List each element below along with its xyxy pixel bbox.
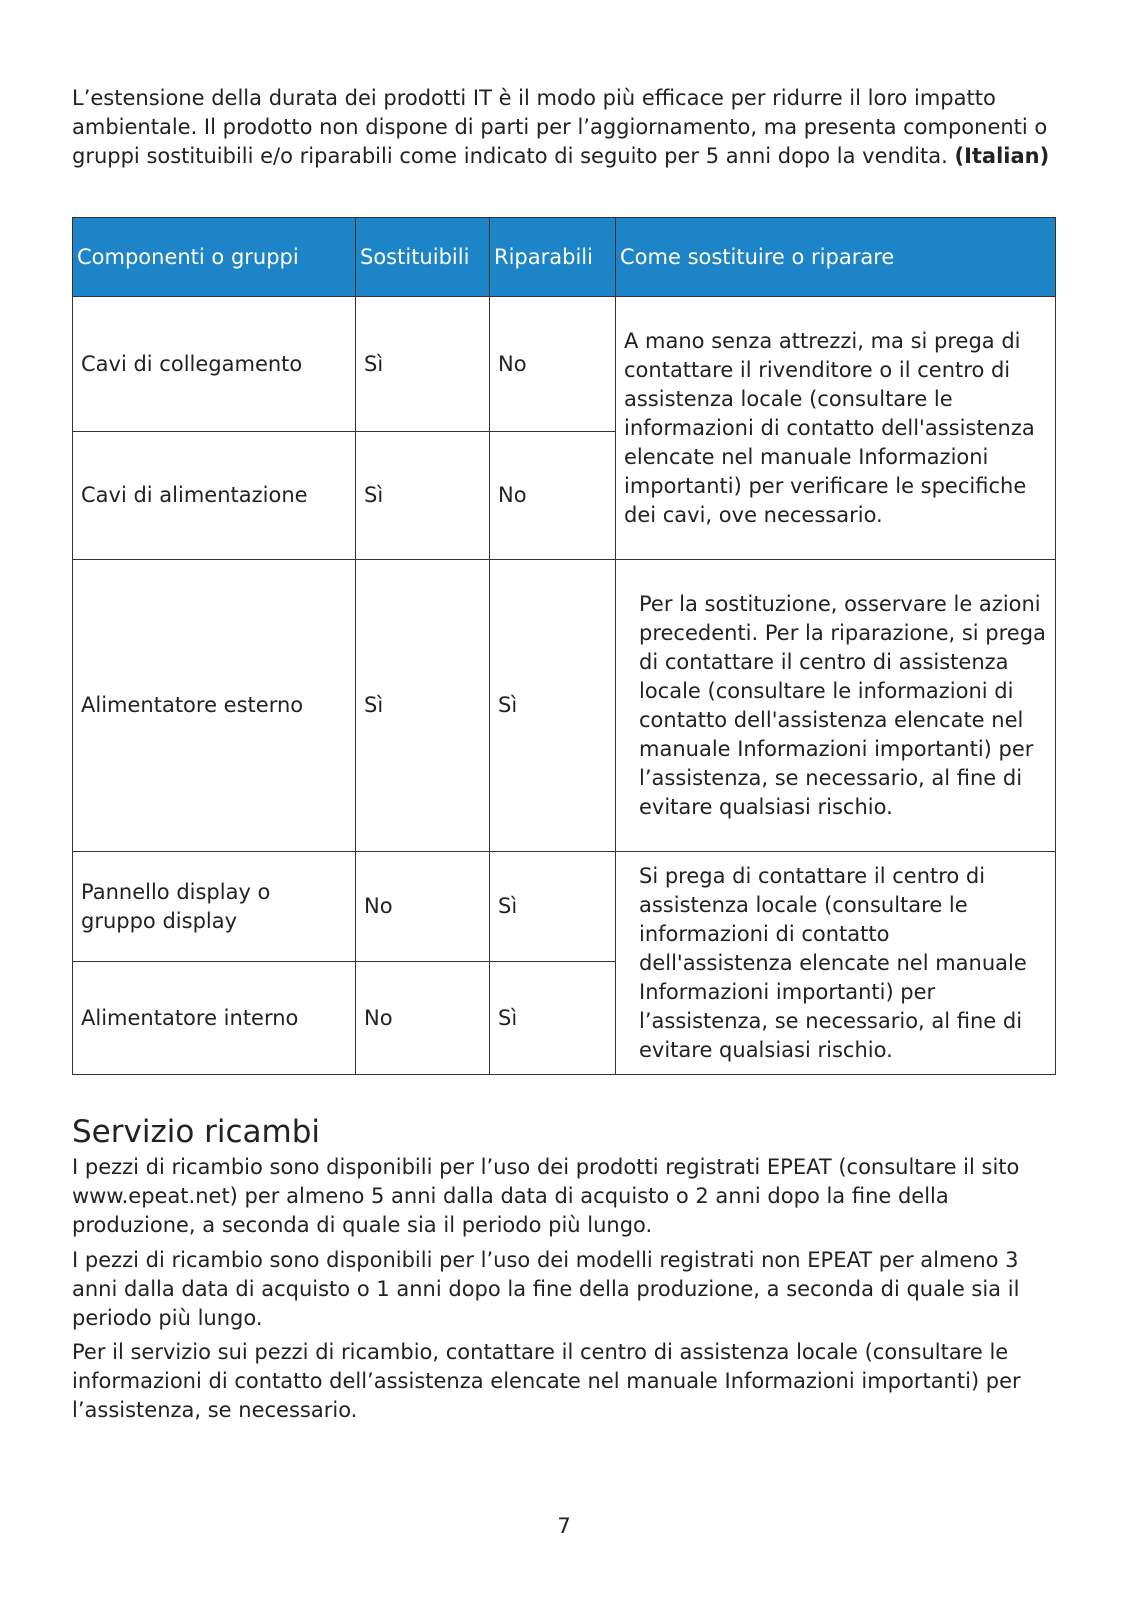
table-header-row xyxy=(73,218,1056,297)
spare-parts-paragraph-3: Per il servizio sui pezzi di ricambio, contattare il centro di assistenza locale (consultare le informazioni di contatto dell’assistenza elencate nel manuale Informazioni importanti) per l’assistenza, se necessario. xyxy=(72,1340,1021,1422)
spare-parts-paragraph-1: I pezzi di ricambio sono disponibili per l’uso dei prodotti registrati EPEAT (consultare il sito www.epeat.net) per almeno 5 anni dalla data di acquisto o 2 anni dopo la fine della produzione, a seconda di quale sia il periodo più lungo. xyxy=(72,1155,1020,1237)
repairable-cell: Sì xyxy=(490,560,616,852)
header-replaceable: Sostituibili xyxy=(356,218,490,297)
section-title: Servizio ricambi xyxy=(72,1114,321,1150)
page-number: 7 xyxy=(557,1514,571,1538)
header-how-to: Come sostituire o riparare xyxy=(616,218,1056,297)
header-components: Componenti o gruppi xyxy=(73,218,356,297)
replaceable-cell: Sì xyxy=(356,432,490,560)
component-cell: Pannello display o gruppo display xyxy=(73,852,356,962)
table-row xyxy=(73,297,1056,432)
method-cell: Si prega di contattare il centro di assistenza locale (consultare le informazioni di contatto dell'assistenza elencate nel manuale Informazioni importanti) per l’assistenza, se necessario, al fine di evitare qualsiasi rischio. xyxy=(616,852,1056,1075)
replaceable-cell: No xyxy=(356,962,490,1075)
replaceable-cell: Sì xyxy=(356,297,490,432)
repairable-cell: Sì xyxy=(490,852,616,962)
table-row xyxy=(73,560,1056,852)
repairable-cell: No xyxy=(490,432,616,560)
table-row xyxy=(73,852,1056,962)
repairable-cell: Sì xyxy=(490,962,616,1075)
repairable-cell: No xyxy=(490,297,616,432)
component-cell: Alimentatore esterno xyxy=(73,560,356,852)
method-cell: A mano senza attrezzi, ma si prega di contattare il rivenditore o il centro di assistenza locale (consultare le informazioni di contatto dell'assistenza elencate nel manuale Informazioni importanti) per verificare le specifiche dei cavi, ove necessario. xyxy=(616,297,1056,560)
component-cell: Cavi di alimentazione xyxy=(73,432,356,560)
spare-parts-paragraph-2: I pezzi di ricambio sono disponibili per l’uso dei modelli registrati non EPEAT per almeno 3 anni dalla data di acquisto o 1 anni dopo la fine della produzione, a seconda di quale sia il periodo più lungo. xyxy=(72,1248,1020,1330)
replaceable-cell: Sì xyxy=(356,560,490,852)
component-cell: Cavi di collegamento xyxy=(73,297,356,432)
intro-text: L’estensione della durata dei prodotti IT è il modo più efficace per ridurre il loro impatto ambientale. Il prodotto non dispone di parti per l’aggiornamento, ma presenta componenti o gruppi sostituibili e/o riparabili come indicato di seguito per 5 anni dopo la vendita. xyxy=(72,86,1048,168)
method-cell: Per la sostituzione, osservare le azioni precedenti. Per la riparazione, si prega di contattare il centro di assistenza locale (consultare le informazioni di contatto dell'assistenza elencate nel manuale Informazioni importanti) per l’assistenza, se necessario, al fine di evitare qualsiasi rischio. xyxy=(616,560,1056,852)
component-cell: Alimentatore interno xyxy=(73,962,356,1075)
header-repairable: Riparabili xyxy=(490,218,616,297)
components-table xyxy=(72,217,1056,1075)
replaceable-cell: No xyxy=(356,852,490,962)
language-label: (Italian) xyxy=(954,144,1050,168)
intro-paragraph xyxy=(72,84,1062,171)
